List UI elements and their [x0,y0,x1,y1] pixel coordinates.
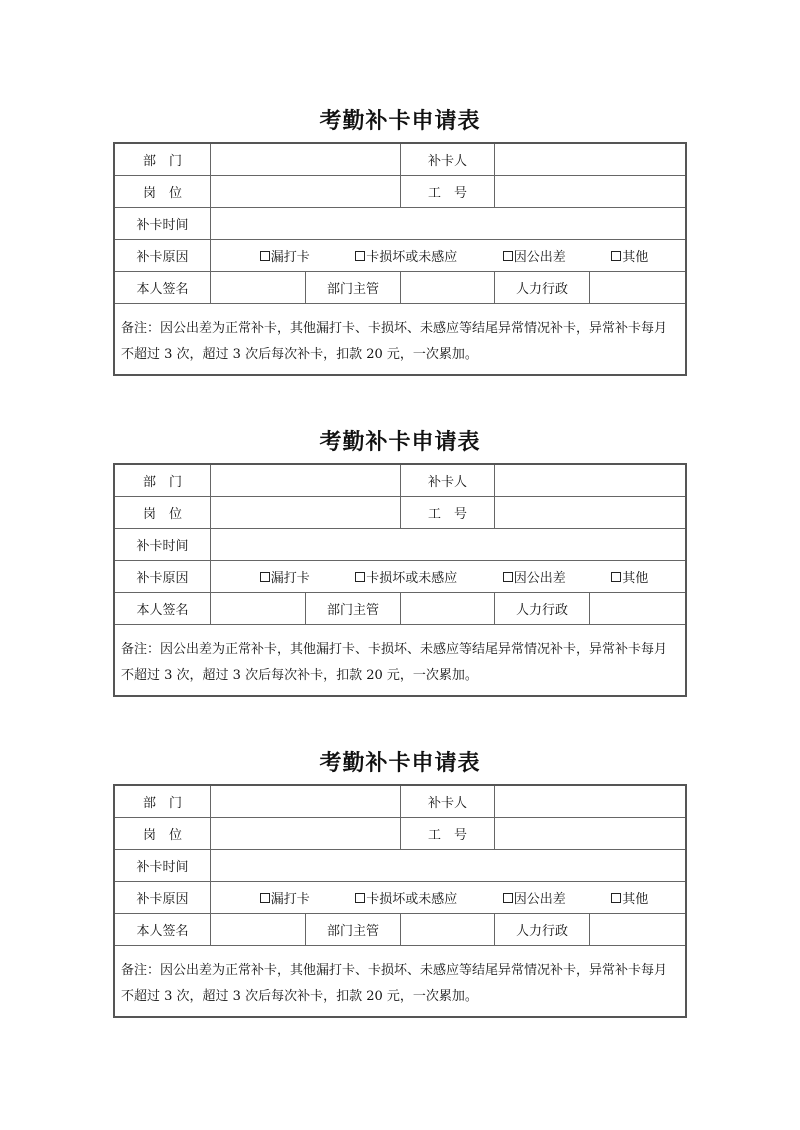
form-title: 考勤补卡申请表 [319,430,481,455]
row-signatures [115,593,685,625]
label-hr: 人力行政 [495,272,590,303]
label-signature: 本人签名 [115,272,211,303]
option-missed-punch[interactable] [260,246,310,265]
input-position[interactable] [211,818,401,849]
leave-form-3 [113,750,687,1018]
input-employee-id[interactable] [495,497,685,528]
input-applicant[interactable] [495,786,685,817]
option-business-trip[interactable] [503,888,566,907]
row-department [115,465,685,497]
input-applicant[interactable] [495,465,685,496]
row-position [115,176,685,208]
form-title: 考勤补卡申请表 [319,109,481,134]
input-hr[interactable] [590,593,685,624]
input-time[interactable] [211,529,685,560]
label-manager: 部门主管 [306,272,401,303]
option-label: 其他 [622,892,649,907]
label-applicant: 补卡人 [401,786,495,817]
option-label: 其他 [622,571,649,586]
input-applicant[interactable] [495,144,685,175]
label-reason: 补卡原因 [115,561,211,592]
row-reason [115,882,685,914]
label-time: 补卡时间 [115,208,211,239]
option-label: 漏打卡 [270,250,310,265]
note: 备注：因公出差为正常补卡，其他漏打卡、卡损坏、未感应等结尾异常情况补卡，异常补卡每月不超过 3 次，超过 3 次后每次补卡，扣款 20 元，一次累加。 [121,642,668,683]
label-applicant: 补卡人 [401,144,495,175]
label-time: 补卡时间 [115,529,211,560]
input-hr[interactable] [590,914,685,945]
option-missed-punch[interactable] [260,567,310,586]
option-card-damaged[interactable] [355,567,457,586]
label-time: 补卡时间 [115,850,211,881]
label-employee-id: 工 号 [401,497,495,528]
label-position: 岗 位 [115,176,211,207]
label-department: 部 门 [115,786,211,817]
row-time [115,208,685,240]
input-signature[interactable] [211,272,306,303]
option-business-trip[interactable] [503,246,566,265]
label-department: 部 门 [115,144,211,175]
option-business-trip[interactable] [503,567,566,586]
label-signature: 本人签名 [115,593,211,624]
checkbox-icon[interactable] [260,251,270,261]
note: 备注：因公出差为正常补卡，其他漏打卡、卡损坏、未感应等结尾异常情况补卡，异常补卡每月不超过 3 次，超过 3 次后每次补卡，扣款 20 元，一次累加。 [121,321,668,362]
input-department[interactable] [211,786,401,817]
input-manager[interactable] [401,272,495,303]
note: 备注：因公出差为正常补卡，其他漏打卡、卡损坏、未感应等结尾异常情况补卡，异常补卡每月不超过 3 次，超过 3 次后每次补卡，扣款 20 元，一次累加。 [121,963,668,1004]
input-signature[interactable] [211,593,306,624]
input-manager[interactable] [401,914,495,945]
row-time [115,529,685,561]
input-employee-id[interactable] [495,818,685,849]
label-hr: 人力行政 [495,593,590,624]
input-time[interactable] [211,850,685,881]
input-position[interactable] [211,176,401,207]
input-employee-id[interactable] [495,176,685,207]
label-reason: 补卡原因 [115,882,211,913]
reason-options [211,561,685,592]
option-label: 漏打卡 [270,892,310,907]
label-reason: 补卡原因 [115,240,211,271]
option-other[interactable] [611,888,648,907]
option-label: 卡损坏或未感应 [366,892,458,907]
label-position: 岗 位 [115,497,211,528]
checkbox-icon[interactable] [355,251,365,261]
label-manager: 部门主管 [306,593,401,624]
input-department[interactable] [211,144,401,175]
option-label: 卡损坏或未感应 [366,571,458,586]
label-hr: 人力行政 [495,914,590,945]
leave-form-1 [113,108,687,376]
option-label: 因公出差 [513,892,566,907]
input-position[interactable] [211,497,401,528]
checkbox-icon[interactable] [260,893,270,903]
option-other[interactable] [611,567,648,586]
form-title: 考勤补卡申请表 [319,751,481,776]
option-card-damaged[interactable] [355,246,457,265]
input-signature[interactable] [211,914,306,945]
label-department: 部 门 [115,465,211,496]
option-label: 因公出差 [513,250,566,265]
label-manager: 部门主管 [306,914,401,945]
row-department [115,786,685,818]
option-other[interactable] [611,246,648,265]
row-reason [115,240,685,272]
form-table [113,784,687,1018]
option-label: 因公出差 [513,571,566,586]
leave-form-2 [113,429,687,697]
checkbox-icon[interactable] [503,251,513,261]
checkbox-icon[interactable] [503,572,513,582]
checkbox-icon[interactable] [355,572,365,582]
form-table [113,463,687,697]
checkbox-icon[interactable] [611,572,621,582]
checkbox-icon[interactable] [611,251,621,261]
form-table [113,142,687,376]
input-time[interactable] [211,208,685,239]
label-signature: 本人签名 [115,914,211,945]
label-applicant: 补卡人 [401,465,495,496]
row-signatures [115,272,685,304]
input-manager[interactable] [401,593,495,624]
checkbox-icon[interactable] [355,893,365,903]
checkbox-icon[interactable] [503,893,513,903]
row-position [115,818,685,850]
input-hr[interactable] [590,272,685,303]
row-position [115,497,685,529]
checkbox-icon[interactable] [611,893,621,903]
checkbox-icon[interactable] [260,572,270,582]
reason-options [211,240,685,271]
row-department [115,144,685,176]
option-label: 卡损坏或未感应 [366,250,458,265]
input-department[interactable] [211,465,401,496]
row-time [115,850,685,882]
option-missed-punch[interactable] [260,888,310,907]
label-position: 岗 位 [115,818,211,849]
row-signatures [115,914,685,946]
row-reason [115,561,685,593]
option-label: 漏打卡 [270,571,310,586]
label-employee-id: 工 号 [401,176,495,207]
option-label: 其他 [622,250,649,265]
reason-options [211,882,685,913]
option-card-damaged[interactable] [355,888,457,907]
label-employee-id: 工 号 [401,818,495,849]
